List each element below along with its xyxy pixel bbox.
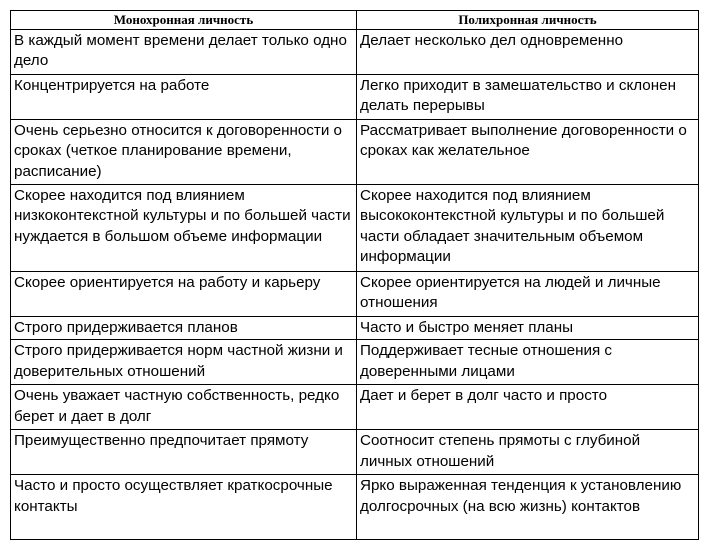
- table-header-row: [11, 11, 699, 30]
- table-cell-monochronic: Скорее находится под влиянием низкоконтекстной культуры и по большей части нуждается в большом объеме информации: [11, 185, 357, 272]
- table-cell-monochronic: Строго придерживается норм частной жизни и доверительных отношений: [11, 340, 357, 385]
- table-cell-polychronic: Скорее ориентируется на людей и личные отношения: [357, 272, 699, 317]
- table-cell-polychronic: Легко приходит в замешательство и склонен делать перерывы: [357, 75, 699, 120]
- table-cell-polychronic: Делает несколько дел одновременно: [357, 30, 699, 75]
- table-cell-monochronic: Очень серьезно относится к договоренности о сроках (четкое планирование времени, расписание): [11, 120, 357, 185]
- table-cell-monochronic: Строго придерживается планов: [11, 317, 357, 340]
- table-row: [11, 385, 699, 430]
- table-row: [11, 340, 699, 385]
- table-cell-polychronic: Ярко выраженная тенденция к установлению долгосрочных (на всю жизнь) контактов: [357, 475, 699, 540]
- table-row: [11, 317, 699, 340]
- table-cell-monochronic: Часто и просто осуществляет краткосрочные контакты: [11, 475, 357, 540]
- table-row: [11, 272, 699, 317]
- table-row: [11, 475, 699, 540]
- table-row: [11, 185, 699, 272]
- table-cell-polychronic: Дает и берет в долг часто и просто: [357, 385, 699, 430]
- table-cell-monochronic: В каждый момент времени делает только одно дело: [11, 30, 357, 75]
- column-header-polychronic: Полихронная личность: [357, 11, 699, 30]
- table-row: [11, 75, 699, 120]
- table-cell-monochronic: Концентрируется на работе: [11, 75, 357, 120]
- table-cell-polychronic: Скорее находится под влиянием высококонтекстной культуры и по большей части обладает значительным объемом информации: [357, 185, 699, 272]
- table-cell-polychronic: Часто и быстро меняет планы: [357, 317, 699, 340]
- column-header-monochronic: Монохронная личность: [11, 11, 357, 30]
- table-row: [11, 120, 699, 185]
- table-cell-polychronic: Рассматривает выполнение договоренности о сроках как желательное: [357, 120, 699, 185]
- table-cell-polychronic: Соотносит степень прямоты с глубиной личных отношений: [357, 430, 699, 475]
- table-cell-monochronic: Скорее ориентируется на работу и карьеру: [11, 272, 357, 317]
- table-cell-monochronic: Очень уважает частную собственность, редко берет и дает в долг: [11, 385, 357, 430]
- table-cell-polychronic: Поддерживает тесные отношения с доверенными лицами: [357, 340, 699, 385]
- table-row: [11, 30, 699, 75]
- table-row: [11, 430, 699, 475]
- table-cell-monochronic: Преимущественно предпочитает прямоту: [11, 430, 357, 475]
- comparison-table: [10, 10, 699, 540]
